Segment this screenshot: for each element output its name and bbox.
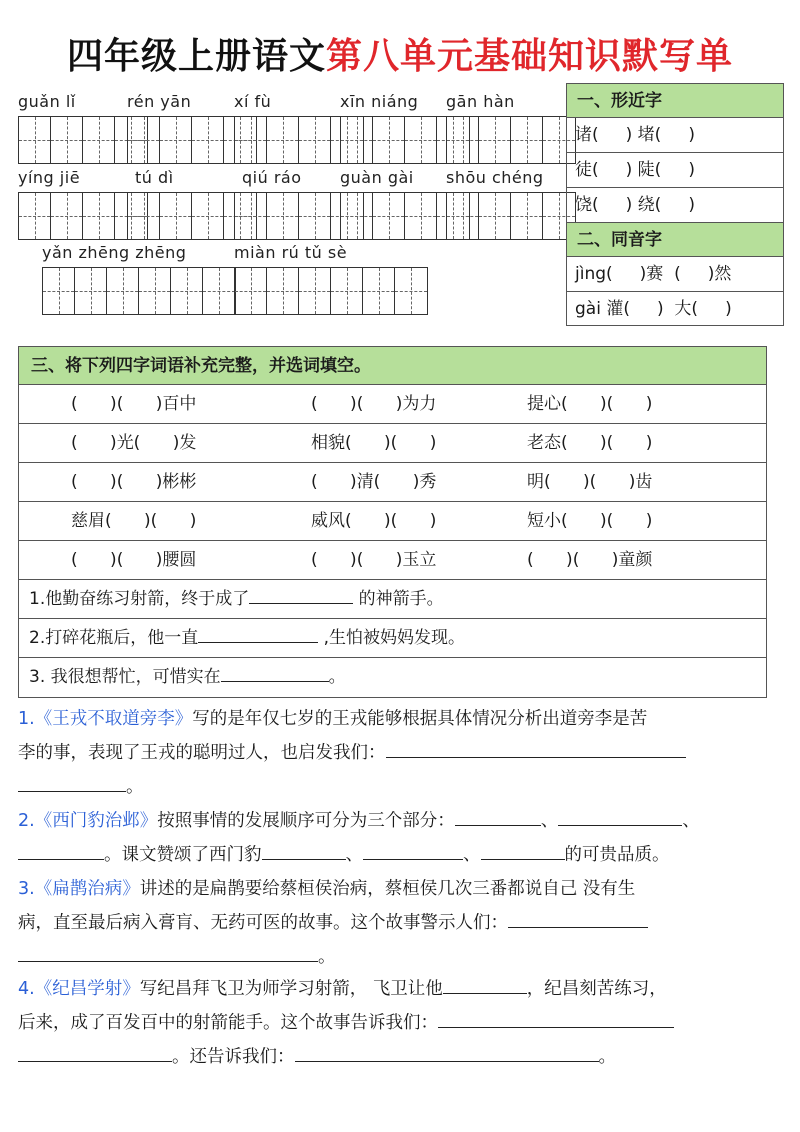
answer-blank[interactable] [481,840,565,860]
question-number: 4. [18,979,35,999]
pinyin-group [446,92,576,164]
idiom-row [19,541,766,580]
question-text: 后来，成了百发百中的射箭能手。这个故事告诉我们： [18,1013,438,1033]
question-text: 写纪昌拜飞卫为师学习射箭， 飞卫让他 [139,979,443,999]
answer-blank[interactable] [18,840,104,860]
idiom-cell[interactable]: ( )( )为力 [311,394,437,414]
idiom-cell[interactable]: 提心( )( ) [527,394,653,414]
writing-grid[interactable] [446,192,576,240]
answer-blank[interactable] [455,806,541,826]
question-number: 3. [18,879,35,899]
question-text: 。课文赞颂了西门豹 [104,845,262,865]
pinyin-label: xīn niáng [340,92,419,111]
book-title: 《王戎不取道旁李》 [34,709,193,729]
section2-header: 二、同音字 [567,223,783,257]
question-text: 的可贵品质。 [564,845,670,865]
idiom-cell[interactable]: 慈眉( )( ) [71,511,197,531]
pinyin-label: tú dì [135,168,174,187]
answer-blank[interactable] [386,738,686,758]
separator: 、 [540,811,559,831]
question-text: 。 [126,777,144,797]
similar-homophone-box [566,83,784,326]
pinyin-label: guǎn lǐ [18,92,76,111]
writing-grid[interactable] [446,116,576,164]
idiom-cell[interactable]: ( )光( )发 [71,433,197,453]
idiom-cell[interactable]: 威风( )( ) [311,511,437,531]
answer-blank[interactable] [18,1042,172,1062]
sentence-text: 的神箭手。 [353,589,444,609]
question-text: 病，直至最后病入膏肓、无药可医的故事。这个故事警示人们： [18,913,508,933]
question-1 [18,702,784,804]
question-text: 讲述的是扁鹊要给蔡桓侯治病，蔡桓侯几次三番都说自己 没有生 [139,879,636,899]
book-title: 《扁鹊治病》 [34,879,140,899]
answer-blank[interactable] [221,662,329,682]
answer-blank[interactable] [295,1042,599,1062]
question-number: 2. [18,811,35,831]
page-title [0,28,800,79]
answer-blank[interactable] [18,942,318,962]
idiom-cell[interactable]: 明( )( )齿 [527,472,653,492]
pinyin-label: miàn rú tǔ sè [234,243,348,262]
idiom-cell[interactable]: ( )( )玉立 [311,550,437,570]
question-4 [18,972,784,1074]
idiom-cell[interactable]: ( )( )彬彬 [71,472,197,492]
idiom-row [19,502,766,541]
writing-grid[interactable] [234,267,428,315]
pinyin-group [42,243,236,315]
section2-row[interactable]: gài 灌( ) 大( ) [575,299,732,319]
section1-row[interactable]: 饶( ) 绕( ) [567,188,783,223]
question-text: 写的是年仅七岁的王戎能够根据具体情况分析出道旁李是苦 [192,709,648,729]
sentence-text: 2.打碎花瓶后，他一直 [29,628,199,648]
sentence-text: 3. 我很想帮忙，可惜实在 [29,667,221,687]
pinyin-label: rén yān [127,92,192,111]
sentence-text: 。 [328,667,346,687]
sentence-row [19,580,766,619]
sentence-row [19,619,766,658]
pinyin-label: xí fù [234,92,272,111]
title-unit: 第八单元基础知识默写单 [326,35,734,77]
pinyin-label: yǎn zhēng zhēng [42,243,187,262]
section1-header: 一、形近字 [567,84,783,118]
question-text: 。还告诉我们： [172,1047,295,1067]
question-3 [18,872,784,974]
pinyin-label: guàn gài [340,168,414,187]
separator: 、 [682,811,700,831]
idiom-row [19,424,766,463]
idiom-row [19,385,766,424]
answer-blank[interactable] [508,908,648,928]
answer-blank[interactable] [198,623,318,643]
question-text: 。 [598,1047,616,1067]
separator: 、 [345,845,363,865]
idiom-cell[interactable]: 老态( )( ) [527,433,653,453]
idiom-row [19,463,766,502]
answer-blank[interactable] [443,974,527,994]
book-title: 《西门豹治邺》 [34,811,158,831]
idiom-cell[interactable]: ( )( )百中 [71,394,197,414]
writing-grid[interactable] [42,267,236,315]
pinyin-label: shōu chéng [446,168,544,187]
idiom-cell[interactable]: ( )清( )秀 [311,472,437,492]
section1-row[interactable]: 诸( ) 堵( ) [567,118,783,153]
separator: 、 [463,845,481,865]
pinyin-label: yíng jiē [18,168,81,187]
idiom-cell[interactable]: 短小( )( ) [527,511,653,531]
sentence-row [19,658,766,697]
answer-blank[interactable] [363,840,463,860]
title-grade: 四年级上册语文 [66,35,326,77]
question-2 [18,804,784,872]
idiom-table [18,346,767,698]
pinyin-group [446,168,576,240]
book-title: 《纪昌学射》 [34,979,140,999]
sentence-text: 1.他勤奋练习射箭，终于成了 [29,589,250,609]
question-number: 1. [18,709,35,729]
section1-row[interactable]: 徒( ) 陡( ) [567,153,783,188]
section2-row[interactable]: jìng( )赛 ( )然 [567,257,783,292]
question-text: 按照事情的发展顺序可分为三个部分： [157,811,455,831]
question-text: 。 [318,947,336,967]
answer-blank[interactable] [18,772,126,792]
idiom-cell[interactable]: ( )( )腰圆 [71,550,197,570]
answer-blank[interactable] [262,840,346,860]
question-text: 李的事，表现了王戎的聪明过人，也启发我们： [18,743,386,763]
section3-header: 三、将下列四字词语补充完整，并选词填空。 [19,347,766,385]
answer-blank[interactable] [558,806,682,826]
idiom-cell[interactable]: 相貌( )( ) [311,433,437,453]
idiom-cell[interactable]: ( )( )童颜 [527,550,653,570]
pinyin-label: qiú ráo [242,168,302,187]
answer-blank[interactable] [249,584,353,604]
pinyin-label: gān hàn [446,92,515,111]
answer-blank[interactable] [438,1008,674,1028]
pinyin-group [234,243,428,315]
sentence-text: ,生怕被妈妈发现。 [318,628,466,648]
question-text: ，纪昌刻苦练习， [526,979,667,999]
